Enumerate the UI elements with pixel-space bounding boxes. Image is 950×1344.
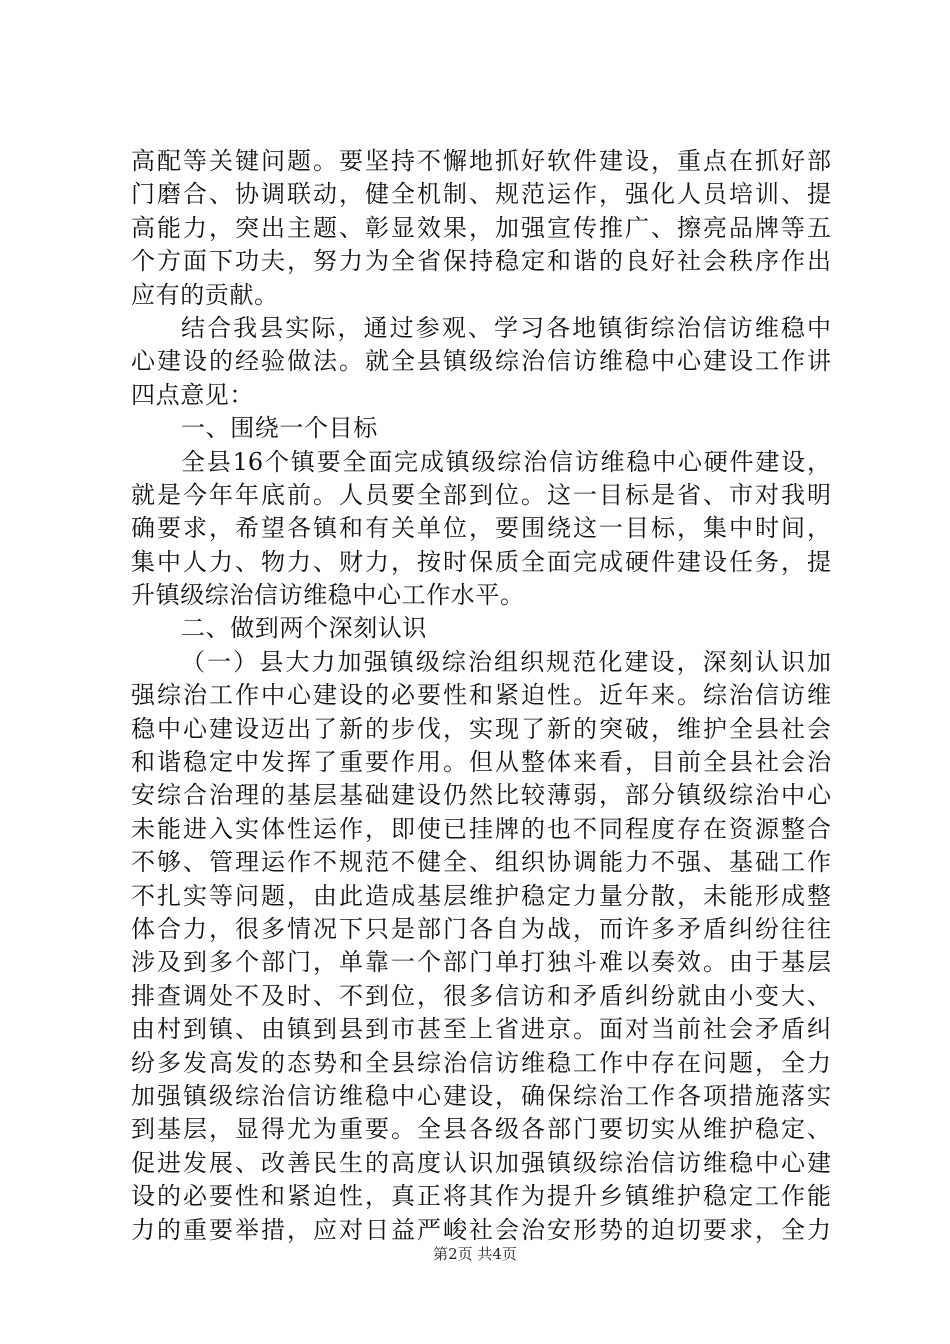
paragraph-line: 不够、管理运作不规范不健全、组织协调能力不强、基础工作 bbox=[131, 848, 831, 877]
paragraph-line: 涉及到多个部门，单靠一个部门单打独斗难以奏效。由于基层 bbox=[131, 948, 831, 977]
paragraph-line: 和谐稳定中发挥了重要作用。但从整体来看，目前全县社会治 bbox=[131, 748, 831, 777]
paragraph-line: 全县16个镇要全面完成镇级综治信访维稳中心硬件建设， bbox=[181, 447, 831, 476]
section-heading: 一、围绕一个目标 bbox=[181, 414, 378, 443]
paragraph-line: 设的必要性和紧迫性，真正将其作为提升乡镇维护稳定工作能 bbox=[131, 1182, 831, 1211]
paragraph-line: 强综治工作中心建设的必要性和紧迫性。近年来。综治信访维 bbox=[131, 681, 831, 710]
paragraph-line: 到基层，显得尤为重要。全县各级各部门要切实从维护稳定、 bbox=[131, 1115, 831, 1144]
paragraph-line: 四点意见： bbox=[131, 380, 254, 409]
paragraph-line: 高能力，突出主题、彰显效果，加强宣传推广、擦亮品牌等五 bbox=[131, 213, 831, 242]
page-number: 第2页 共4页 bbox=[433, 1245, 517, 1263]
paragraph-line: 纷多发高发的态势和全县综治信访维稳工作中存在问题，全力 bbox=[131, 1048, 831, 1077]
paragraph-line: 升镇级综治信访维稳中心工作水平。 bbox=[131, 581, 525, 610]
paragraph-line: 稳中心建设迈出了新的步伐，实现了新的突破，维护全县社会 bbox=[131, 714, 831, 743]
paragraph-line: 门磨合、协调联动，健全机制、规范运作，强化人员培训、提 bbox=[131, 180, 831, 209]
paragraph-line: 高配等关键问题。要坚持不懈地抓好软件建设，重点在抓好部 bbox=[131, 147, 831, 175]
paragraph-line: 心建设的经验做法。就全县镇级综治信访维稳中心建设工作讲 bbox=[131, 347, 831, 376]
section-heading: 二、做到两个深刻认识 bbox=[181, 614, 427, 643]
paragraph-line: 确要求，希望各镇和有关单位，要围绕这一目标，集中时间， bbox=[131, 514, 831, 543]
paragraph-line: 由村到镇、由镇到县到市甚至上省进京。面对当前社会矛盾纠 bbox=[131, 1015, 831, 1044]
paragraph-line: 集中人力、物力、财力，按时保质全面完成硬件建设任务，提 bbox=[131, 547, 831, 576]
paragraph-line: 未能进入实体性运作，即使已挂牌的也不同程度存在资源整合 bbox=[131, 814, 831, 843]
paragraph-line: （一）县大力加强镇级综治组织规范化建设，深刻认识加 bbox=[181, 647, 831, 676]
paragraph-line: 就是今年年底前。人员要全部到位。这一目标是省、市对我明 bbox=[131, 480, 831, 509]
paragraph-line: 促进发展、改善民生的高度认识加强镇级综治信访维稳中心建 bbox=[131, 1148, 831, 1177]
paragraph-line: 个方面下功夫，努力为全省保持稳定和谐的良好社会秩序作出 bbox=[131, 247, 831, 276]
paragraph-line: 力的重要举措，应对日益严峻社会治安形势的迫切要求，全力 bbox=[131, 1215, 831, 1244]
paragraph-line: 加强镇级综治信访维稳中心建设，确保综治工作各项措施落实 bbox=[131, 1081, 831, 1110]
document-body bbox=[131, 145, 831, 1247]
paragraph-line: 应有的贡献。 bbox=[131, 280, 279, 309]
paragraph-line: 安综合治理的基层基础建设仍然比较薄弱，部分镇级综治中心 bbox=[131, 781, 831, 810]
paragraph-line: 结合我县实际，通过参观、学习各地镇街综治信访维稳中 bbox=[181, 313, 831, 342]
paragraph-line: 排查调处不及时、不到位，很多信访和矛盾纠纷就由小变大、 bbox=[131, 981, 831, 1010]
paragraph-line: 不扎实等问题，由此造成基层维护稳定力量分散，未能形成整 bbox=[131, 881, 831, 910]
paragraph-line: 体合力，很多情况下只是部门各自为战，而许多矛盾纠纷往往 bbox=[131, 914, 831, 943]
